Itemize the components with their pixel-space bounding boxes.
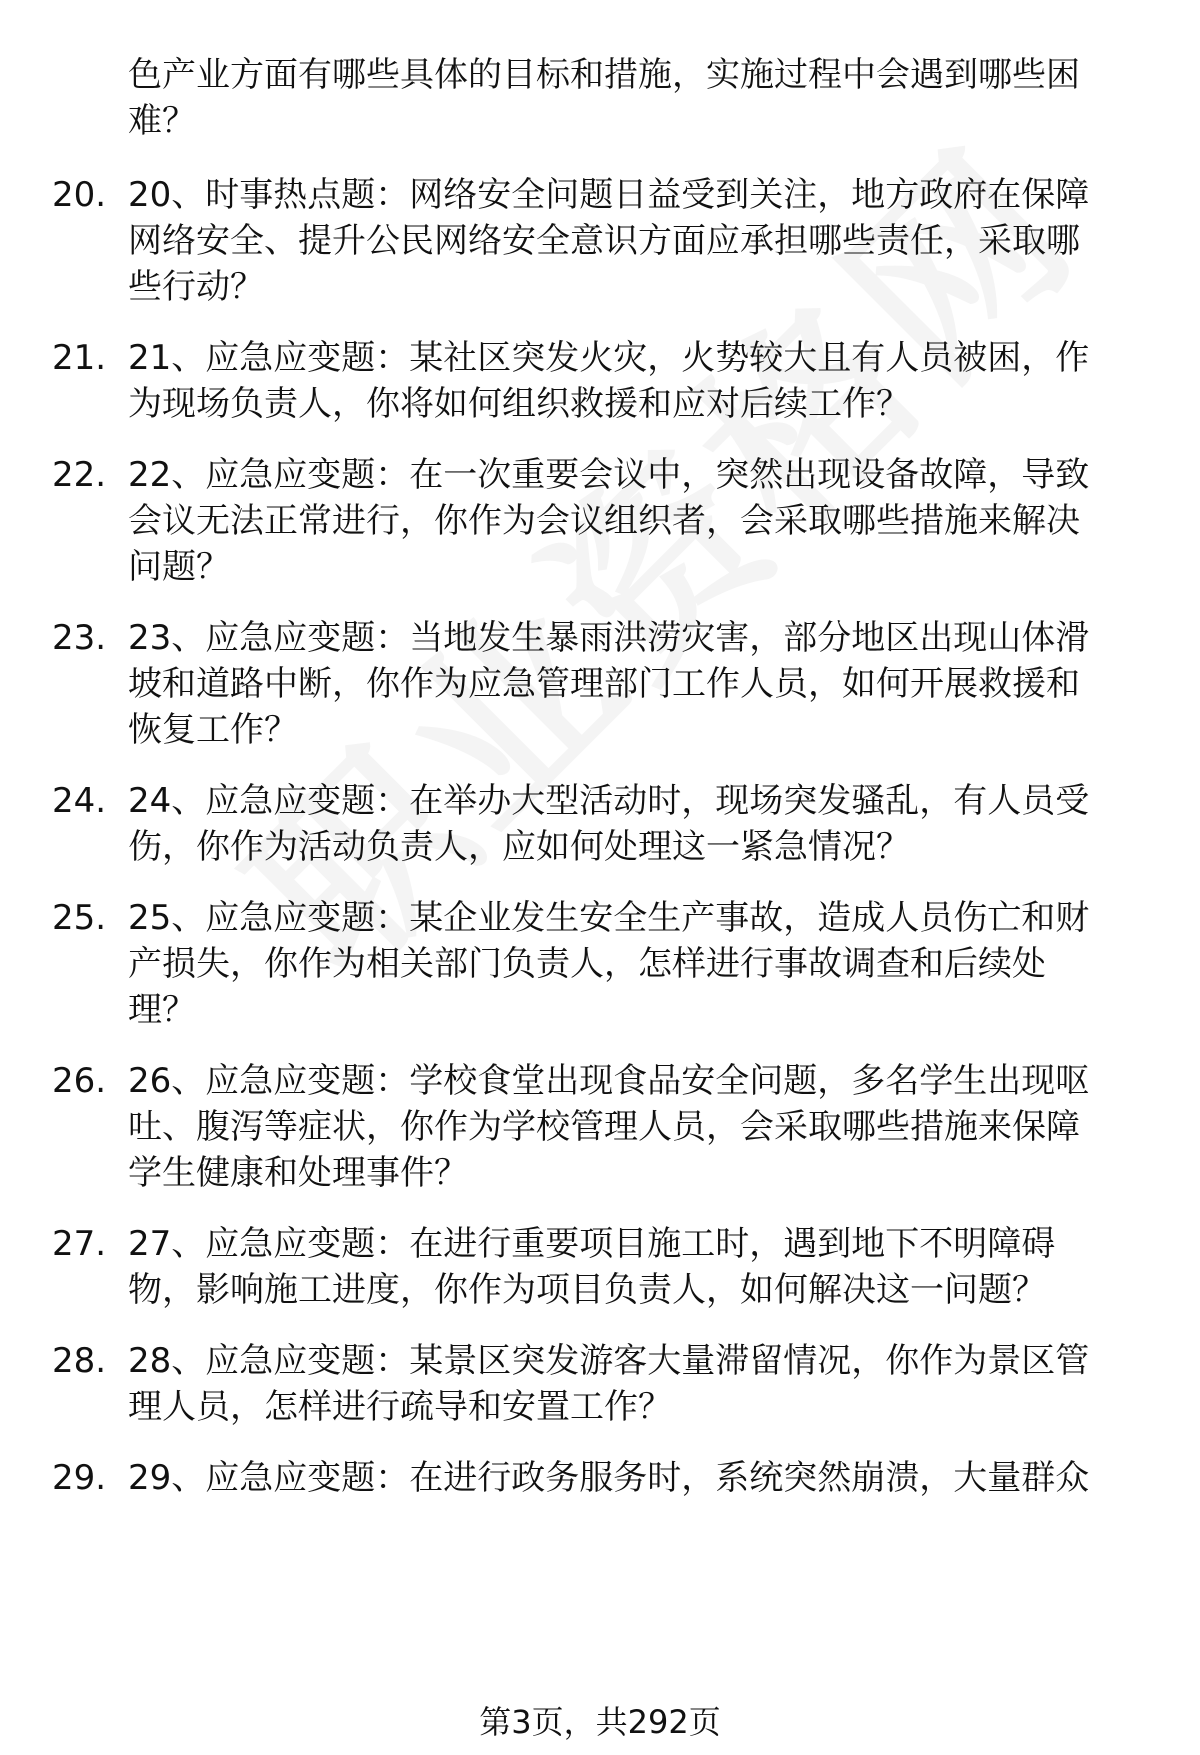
item-number: 28. [52,1341,107,1381]
item-line: 23、应急应变题：当地发生暴雨洪涝灾害，部分地区出现山体滑 [128,618,1090,658]
page-footer: 第3页，共292页 [479,1703,721,1741]
item-line: 28、应急应变题：某景区突发游客大量滞留情况，你作为景区管 [128,1341,1090,1381]
item-number: 21. [52,338,107,378]
item-line: 物，影响施工进度，你作为项目负责人，如何解决这一问题？ [128,1270,1046,1310]
item-line: 22、应急应变题：在一次重要会议中，突然出现设备故障，导致 [128,455,1090,495]
item-number: 22. [52,455,107,495]
item-number: 24. [52,781,107,821]
item-line: 理？ [128,990,196,1030]
item-line: 问题？ [128,547,230,587]
item-number: 25. [52,898,107,938]
item-line: 坡和道路中断，你作为应急管理部门工作人员，如何开展救援和 [128,664,1080,704]
item-number: 27. [52,1224,107,1264]
item-line: 24、应急应变题：在举办大型活动时，现场突发骚乱，有人员受 [128,781,1090,821]
item-line: 些行动？ [128,267,264,307]
item-line: 吐、腹泻等症状，你作为学校管理人员，会采取哪些措施来保障 [128,1107,1080,1147]
continuation-line-2: 难？ [128,101,196,141]
item-line: 产损失，你作为相关部门负责人，怎样进行事故调查和后续处 [128,944,1046,984]
item-line: 网络安全、提升公民网络安全意识方面应承担哪些责任，采取哪 [128,221,1080,261]
item-line: 27、应急应变题：在进行重要项目施工时，遇到地下不明障碍 [128,1224,1056,1264]
item-line: 学生健康和处理事件？ [128,1153,468,1193]
item-number: 20. [52,175,107,215]
item-line: 恢复工作？ [128,710,298,750]
item-line: 25、应急应变题：某企业发生安全生产事故，造成人员伤亡和财 [128,898,1090,938]
item-number: 29. [52,1458,107,1498]
item-number: 26. [52,1061,107,1101]
item-number: 23. [52,618,107,658]
item-line: 会议无法正常进行，你作为会议组织者，会采取哪些措施来解决 [128,501,1080,541]
continuation-line-1: 色产业方面有哪些具体的目标和措施，实施过程中会遇到哪些困 [128,55,1080,95]
item-line: 伤，你作为活动负责人，应如何处理这一紧急情况？ [128,827,910,867]
item-line: 26、应急应变题：学校食堂出现食品安全问题，多名学生出现呕 [128,1061,1090,1101]
item-line: 29、应急应变题：在进行政务服务时，系统突然崩溃，大量群众 [128,1458,1090,1498]
item-line: 20、时事热点题：网络安全问题日益受到关注，地方政府在保障 [128,175,1090,215]
item-line: 21、应急应变题：某社区突发火灾，火势较大且有人员被困，作 [128,338,1090,378]
item-line: 理人员，怎样进行疏导和安置工作？ [128,1387,672,1427]
item-line: 为现场负责人，你将如何组织救援和应对后续工作？ [128,384,910,424]
